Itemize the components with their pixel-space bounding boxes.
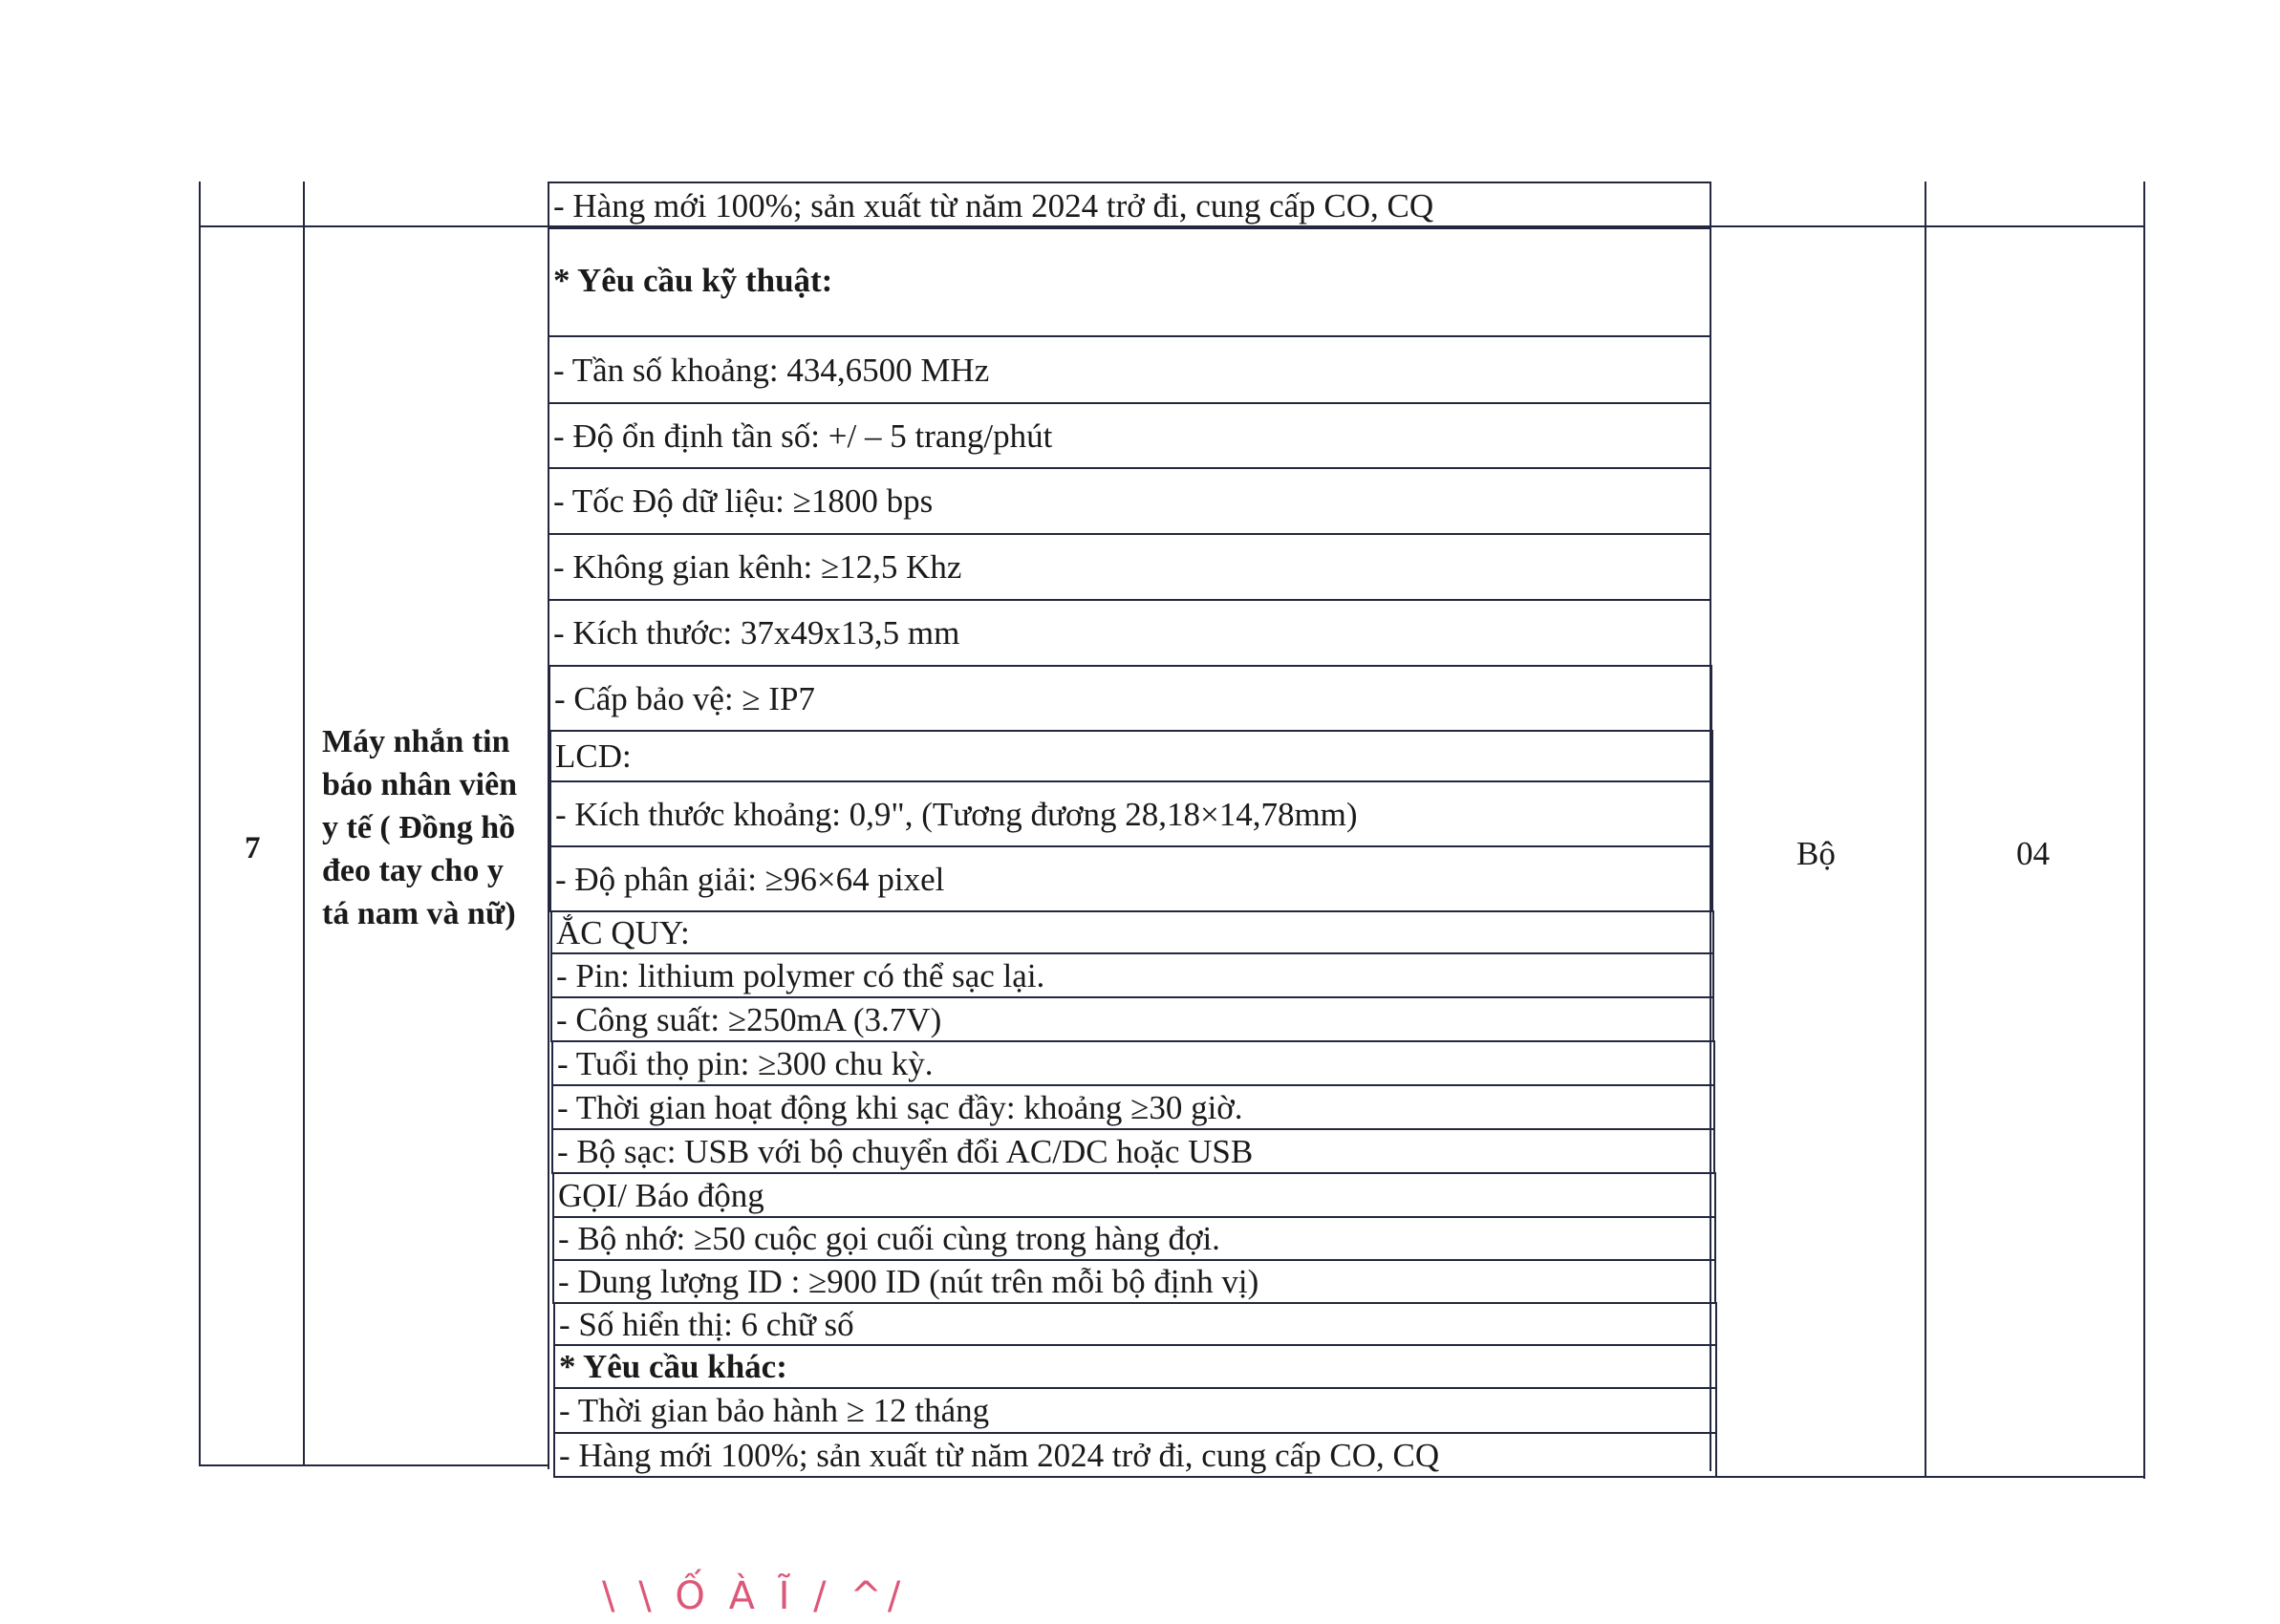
spec-text: - Công suất: ≥250mA (3.7V) — [556, 1001, 942, 1038]
spec-text: - Bộ nhớ: ≥50 cuộc gọi cuối cùng trong hàng đợi. — [558, 1220, 1220, 1257]
spec-continuation-cell — [548, 182, 1711, 227]
spec-text: - Độ ổn định tần số: +/ – 5 trang/phút — [553, 417, 1053, 455]
spec-row — [551, 1128, 1715, 1174]
row-bottom-right — [1710, 1476, 2145, 1478]
spec-text: - Kích thước: 37x49x13,5 mm — [553, 614, 960, 652]
item-number: 7 — [245, 831, 261, 865]
spec-row — [548, 402, 1711, 469]
spec-text: - Tuổi thọ pin: ≥300 chu kỳ. — [557, 1045, 934, 1082]
spec-row — [549, 845, 1713, 912]
spec-row — [552, 1172, 1716, 1218]
item-name-line: Máy nhắn tin — [322, 724, 510, 759]
spec-heading: * Yêu cầu khác: — [559, 1348, 787, 1385]
spec-text: - Độ phân giải: ≥96×64 pixel — [555, 861, 945, 898]
spec-row — [550, 952, 1714, 998]
spec-row — [548, 227, 1711, 337]
spec-row — [548, 599, 1711, 667]
spec-text: - Thời gian hoạt động khi sạc đầy: khoảng ≥30 giờ. — [557, 1089, 1243, 1126]
spec-continuation-text: - Hàng mới 100%; sản xuất từ năm 2024 trở đi, cung cấp CO, CQ — [553, 187, 1434, 224]
spec-row — [549, 780, 1713, 847]
spec-row — [553, 1387, 1717, 1434]
spec-row — [550, 996, 1714, 1042]
spec-row — [548, 533, 1711, 601]
spec-text: - Cấp bảo vệ: ≥ IP7 — [554, 680, 815, 717]
item-name-line: tá nam và nữ) — [322, 896, 516, 931]
spec-row — [549, 730, 1713, 782]
col-border-left — [199, 182, 201, 1466]
spec-row — [552, 1259, 1716, 1304]
row-bottom-left — [199, 1464, 549, 1466]
spec-row — [553, 1302, 1717, 1346]
spec-row — [548, 335, 1711, 404]
spec-text: - Số hiển thị: 6 chữ số — [559, 1306, 854, 1343]
item-name-line: y tế ( Đồng hồ — [322, 810, 516, 845]
spec-text: - Tần số khoảng: 434,6500 MHz — [553, 352, 990, 389]
spec-row — [551, 1084, 1715, 1130]
item-quantity: 04 — [2016, 835, 2050, 872]
spec-row — [551, 1040, 1715, 1086]
spec-row — [550, 910, 1714, 954]
spec-text: ẮC QUY: — [556, 914, 690, 951]
item-name — [322, 720, 517, 935]
spec-text: LCD: — [555, 737, 632, 775]
col-border-stt — [303, 182, 305, 1466]
spec-heading: * Yêu cầu kỹ thuật: — [553, 262, 833, 299]
spec-row — [553, 1344, 1717, 1389]
spec-text: - Hàng mới 100%; sản xuất từ năm 2024 trở đi, cung cấp CO, CQ — [559, 1437, 1440, 1474]
spec-text: - Thời gian bảo hành ≥ 12 tháng — [559, 1392, 990, 1429]
spec-text: GỌI/ Báo động — [558, 1177, 764, 1214]
spec-text: - Tốc Độ dữ liệu: ≥1800 bps — [553, 482, 934, 520]
item-unit: Bộ — [1796, 835, 1836, 872]
item-name-line: báo nhân viên — [322, 767, 518, 802]
spec-row — [552, 1216, 1716, 1261]
stamp-mark: \ \ Ố À Ĩ / ^/ — [602, 1574, 907, 1618]
col-border-unit — [1925, 182, 1926, 1476]
spec-text: - Pin: lithium polymer có thể sạc lại. — [556, 957, 1045, 994]
spec-row — [553, 1432, 1717, 1478]
spec-row — [548, 665, 1712, 732]
spec-text: - Không gian kênh: ≥12,5 Khz — [553, 548, 962, 586]
spec-text: - Kích thước khoảng: 0,9", (Tương đương 28,18×14,78mm) — [555, 796, 1358, 833]
item-name-line: đeo tay cho y — [322, 853, 504, 888]
spec-text: - Dung lượng ID : ≥900 ID (nút trên mỗi bộ định vị) — [558, 1263, 1259, 1300]
spec-row — [548, 467, 1711, 535]
col-border-right — [2143, 182, 2145, 1479]
spec-text: - Bộ sạc: USB với bộ chuyển đổi AC/DC hoặc USB — [557, 1133, 1254, 1170]
